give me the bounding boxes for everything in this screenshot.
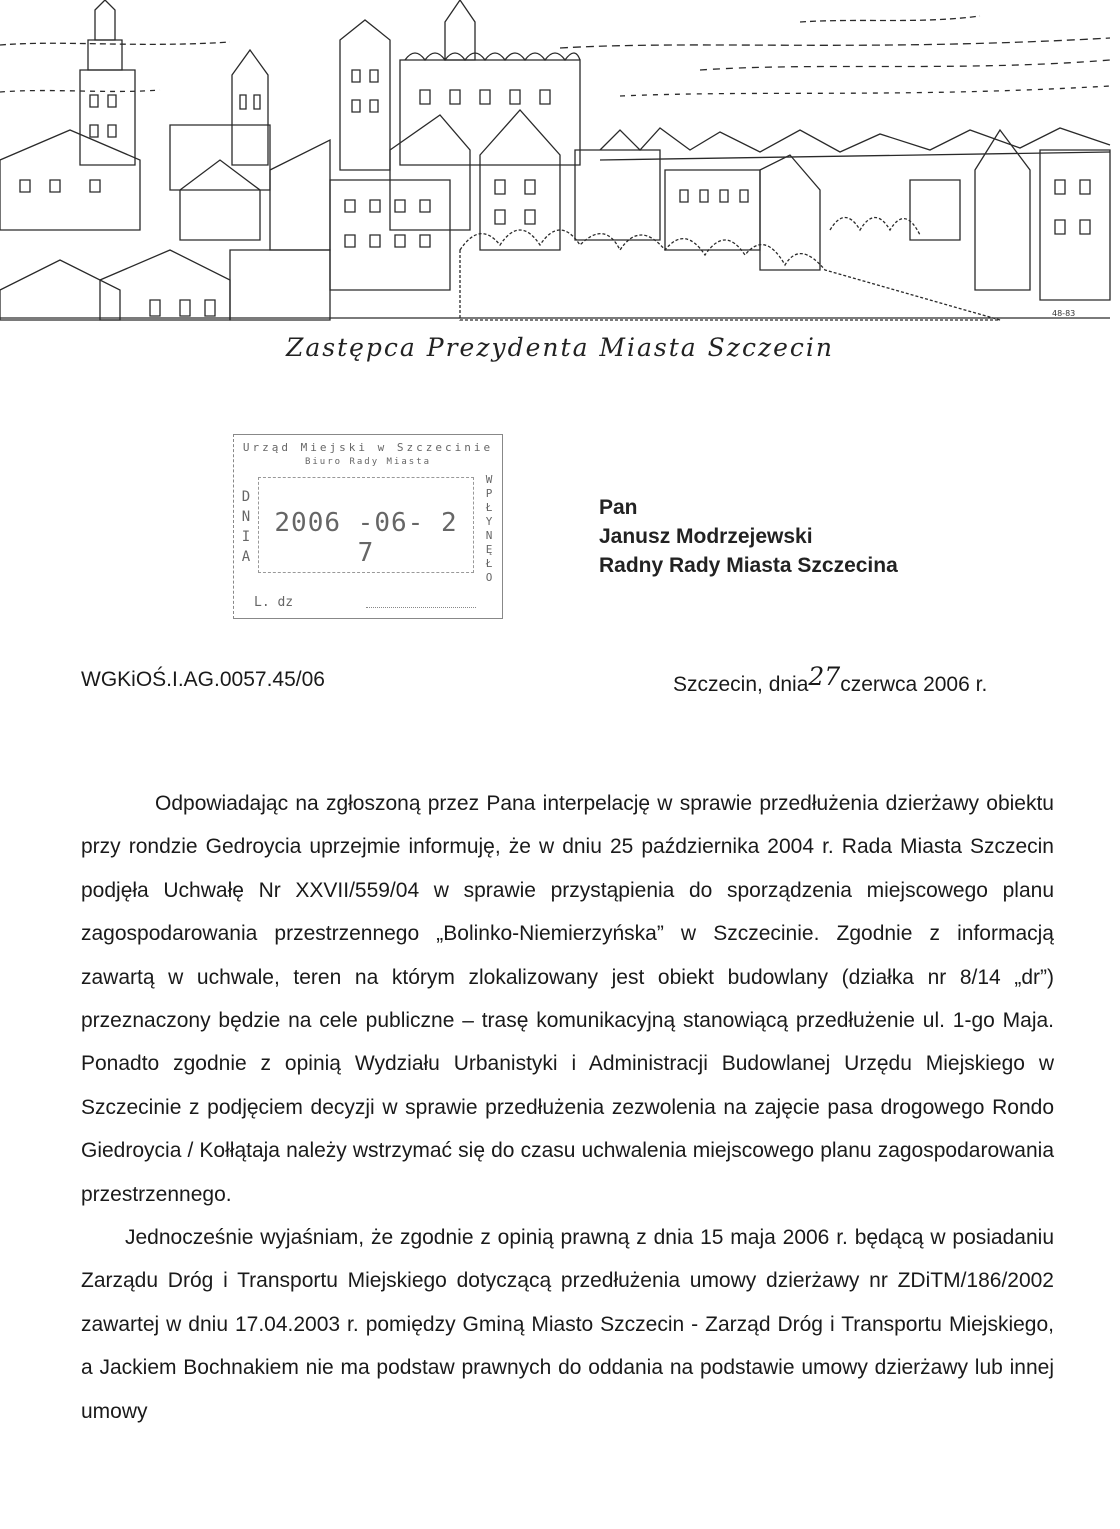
addressee-name: Janusz Modrzejewski bbox=[599, 525, 813, 548]
stamp-office-name: Urząd Miejski w Szczecinie bbox=[242, 441, 494, 454]
stamp-ldz-line bbox=[366, 607, 476, 608]
stamp-department: Biuro Rady Miasta bbox=[304, 457, 432, 467]
addressee-salutation: Pan bbox=[599, 496, 638, 519]
stamp-label-wplynelo: W P Ł Y N Ę Ł O bbox=[485, 473, 493, 584]
dateline-prefix: Szczecin, dnia bbox=[673, 673, 809, 696]
addressee-role: Radny Rady Miasta Szczecina bbox=[599, 554, 898, 577]
stamp-date: 2006 -06- 2 7 bbox=[274, 508, 458, 568]
handwritten-day: 27 bbox=[808, 662, 841, 691]
city-panorama-illustration bbox=[0, 0, 1120, 325]
office-title: Zastępca Prezydenta Miasta Szczecin bbox=[285, 333, 835, 362]
letter-body bbox=[81, 782, 1054, 1433]
body-paragraph-1: Odpowiadając na zgłoszoną przez Pana interpelację w sprawie przedłużenia dzierżawy obiektu przy rondzie Gedroycia uprzejmie informuję, że w dniu 25 października 2004 r. Rada Miasta Szczecin podjęła Uchwałę Nr XXVII/559/04 w sprawie przystąpienia do sporządzenia miejscowego planu zagospodarowania przestrzennego „Bolinko-Niemierzyńska” w Szczecinie. Zgodnie z informacją zawartą w uchwale, teren na którym zlokalizowany jest obiekt budowlany (działka nr 8/14 „dr”) przeznaczony będzie na cele publiczne – trasę komunikacyjną stanowiącą przedłużenie ul. 1-go Maja. Ponadto zgodnie z opinią Wydziału Urbanistyki i Administracji Budowlanej Urzędu Miejskiego w Szczecinie z podjęciem decyzji w sprawie przedłużenia zezwolenia na zajęcie pasa drogowego Rondo Giedroycia / Kołłątaja należy wstrzymać się do czasu uchwalenia miejscowego planu zagospodarowania przestrzennego. bbox=[81, 792, 1054, 1206]
reference-number: WGKiOŚ.I.AG.0057.45/06 bbox=[81, 668, 325, 691]
dateline-suffix: czerwca 2006 r. bbox=[840, 673, 988, 696]
stamp-ldz-label: L. dz bbox=[254, 595, 294, 610]
stamp-label-dnia: D N I A bbox=[241, 489, 251, 565]
stamp-date-box bbox=[258, 477, 474, 573]
addressee-block bbox=[599, 493, 898, 580]
registry-stamp bbox=[233, 434, 503, 619]
dateline bbox=[673, 662, 988, 697]
body-paragraph-2: Jednocześnie wyjaśniam, że zgodnie z opinią prawną z dnia 15 maja 2006 r. będącą w posiadaniu Zarządu Dróg i Transportu Miejskiego dotyczącą przedłużenia umowy dzierżawy nr ZDiTM/186/2002 zawartej w dniu 17.04.2003 r. pomiędzy Gminą Miasto Szczecin - Zarząd Dróg i Transportu Miejskiego, a Jackiem Bochnakiem nie ma podstaw prawnych do oddania na podstawie umowy dzierżawy lub innej umowy bbox=[81, 1226, 1054, 1423]
svg-text:48-83: 48-83 bbox=[1052, 309, 1076, 318]
